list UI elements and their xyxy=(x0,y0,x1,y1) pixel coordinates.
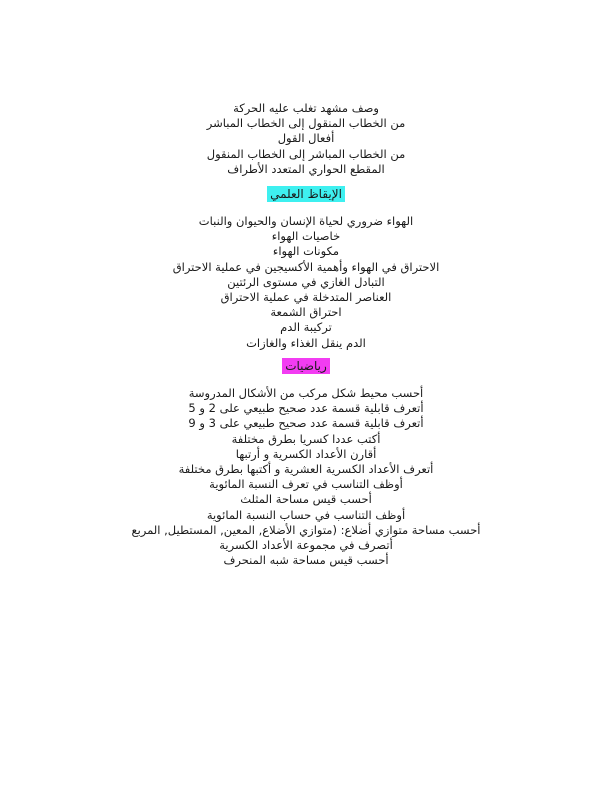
list-item: أحسب محيط شكل مركب من الأشكال المدروسة xyxy=(188,386,424,400)
science-heading xyxy=(0,183,612,202)
list-item: من الخطاب المباشر إلى الخطاب المنقول xyxy=(206,146,406,161)
list-item: العناصر المتدخلة في عملية الاحتراق xyxy=(220,290,392,305)
math-heading-label: رياضيات xyxy=(282,358,330,374)
list-item: الدم ينقل الغذاء والغازات xyxy=(246,335,366,350)
science-heading-label: الإيقاظ العلمي xyxy=(267,186,345,202)
list-item: الاحتراق في الهواء وأهمية الأكسيجين في عملية الاحتراق xyxy=(172,259,440,274)
list-item: المقطع الحواري المتعدد الأطراف xyxy=(227,161,385,176)
list-item: احتراق الشمعة xyxy=(270,305,342,320)
intro-list xyxy=(0,101,612,177)
list-item: أتعرف قابلية قسمة عدد صحيح طبيعي على 3 و 9 xyxy=(188,416,424,431)
list-item: أقارن الأعداد الكسرية و أرتبها xyxy=(235,446,377,461)
list-item: أتعرف قابلية قسمة عدد صحيح طبيعي على 2 و 5 xyxy=(188,401,424,416)
list-item: من الخطاب المنقول إلى الخطاب المباشر xyxy=(206,116,406,131)
list-item: أتصرف في مجموعة الأعداد الكسرية xyxy=(219,538,393,553)
list-item: مكونات الهواء xyxy=(272,244,340,259)
math-list xyxy=(0,386,612,568)
list-item: الهواء ضروري لحياة الإنسان والحيوان والنبات xyxy=(198,214,414,228)
list-item: أحسب مساحة متوازي أضلاع: (متوازي الأضلاع, المعين, المستطيل, المربع xyxy=(131,522,481,537)
list-item: التبادل الغازي في مستوى الرئتين xyxy=(227,274,385,289)
list-item: خاصيات الهواء xyxy=(271,229,341,244)
list-item: أفعال القول xyxy=(277,131,335,146)
list-item: أتعرف الأعداد الكسرية العشرية و أكتبها بطرق مختلفة xyxy=(178,462,434,477)
math-heading xyxy=(0,355,612,374)
list-item: وصف مشهد تغلب عليه الحركة xyxy=(233,101,379,115)
list-item: تركيبة الدم xyxy=(280,320,332,335)
science-list xyxy=(0,214,612,351)
list-item: أوظف التناسب في تعرف النسبة المائوية xyxy=(209,477,403,492)
list-item: أحسب قيس مساحة المثلث xyxy=(240,492,372,507)
list-item: أكتب عددا كسريا بطرق مختلفة xyxy=(231,431,381,446)
list-item: أحسب قيس مساحة شبه المنحرف xyxy=(223,553,389,568)
list-item: أوظف التناسب في حساب النسبة المائوية xyxy=(206,507,406,522)
